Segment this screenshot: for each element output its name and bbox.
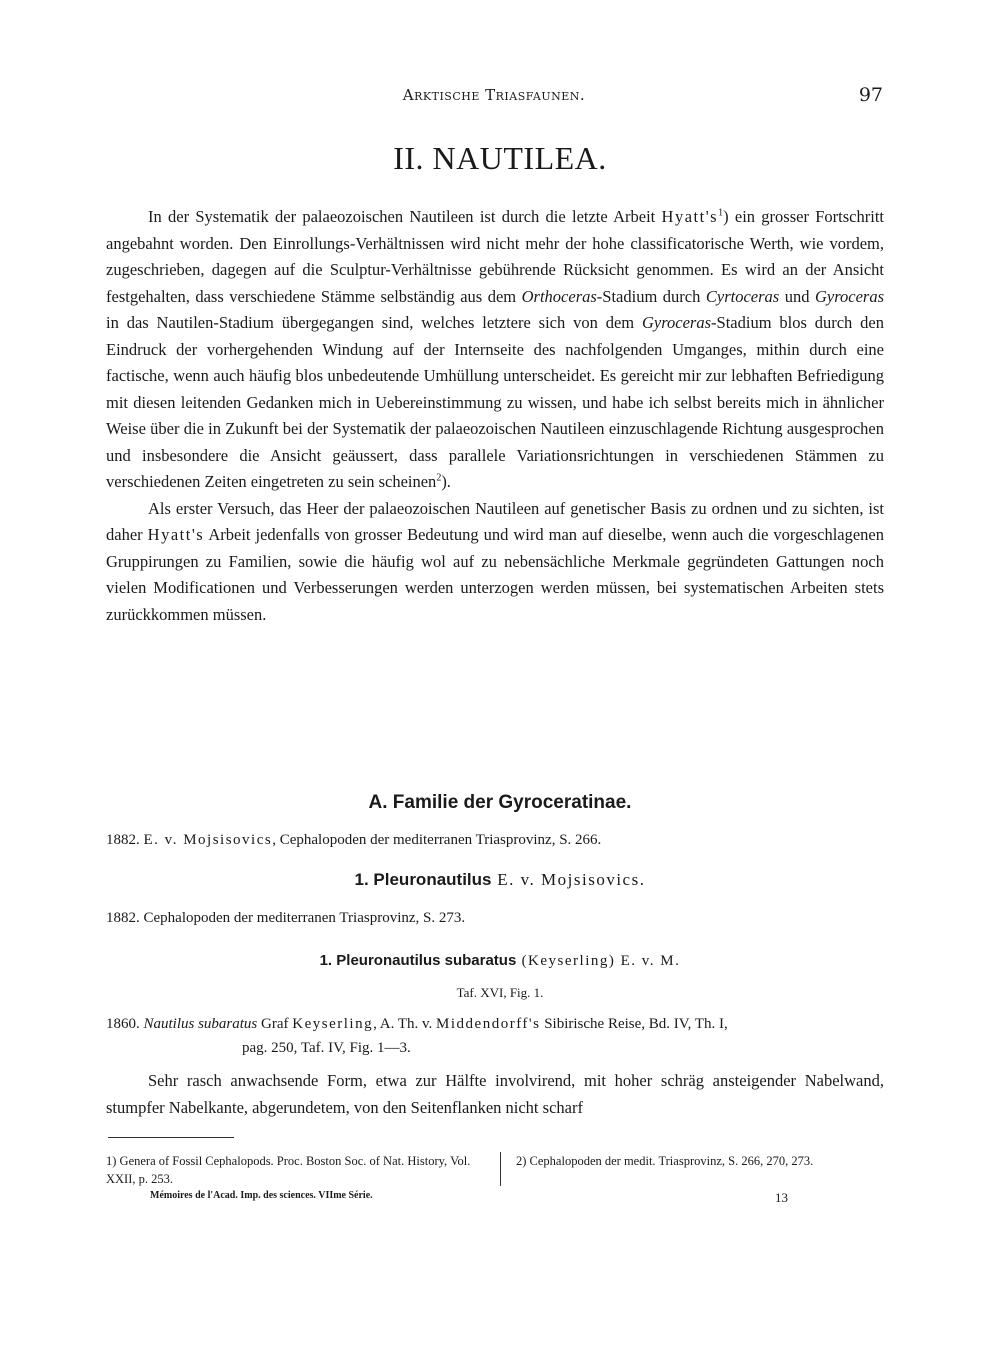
synonymy-line-2: pag. 250, Taf. IV, Fig. 1—3. (242, 1040, 411, 1056)
page-number: 97 (858, 84, 883, 106)
species-heading (0, 952, 1000, 970)
text-run: 1882. (106, 832, 144, 848)
text-run: , Cephalopoden der mediterranen Triasprovinz, S. 266. (272, 832, 602, 848)
paragraph-1 (106, 204, 884, 496)
description-paragraph: Sehr rasch anwachsende Form, etwa zur Hälfte involvirend, mit hoher schräg ansteigender Nabelwand, stumpfer Nabelkante, abgerundetem, von den Seitenflanken nicht scharf (106, 1071, 884, 1117)
genus-title: 1. Pleuronautilus (354, 870, 492, 889)
family-reference (106, 832, 884, 849)
signature-mark: 13 (775, 1190, 788, 1205)
text-run: ) ein grosser Fortschritt angebahnt worden. Den Einrollungs-Verhältnissen wird nicht mehr der hohe classificatorische Werth, wie vordem, zugeschrieben, dagegen auf die Sculptur-Verhältnisse gebührende Rücksicht genommen. Es wird an der Ansicht festgehalten, dass verschiedene Stämme selbständig aus dem (106, 207, 884, 306)
text-run: Sibirische Reise, Bd. IV, Th. I, (540, 1016, 728, 1032)
text-run: ). (441, 472, 451, 491)
section-title: II. NAUTILEA. (393, 140, 607, 176)
footnote-2: 2) Cephalopoden der medit. Triasprovinz, S. 266, 270, 273. (516, 1154, 814, 1168)
genus-heading (0, 870, 1000, 890)
footnote-marker: 1 (718, 207, 724, 219)
text-run: 1860. (106, 1016, 144, 1032)
species-title: 1. Pleuronautilus subaratus (319, 952, 517, 969)
text-run: Graf (257, 1016, 293, 1032)
genus-name: Orthoceras (521, 286, 597, 306)
text-run: -Stadium blos durch den Eindruck der vorhergehenden Windung auf der Internseite des nachfolgenden Umganges, mithin durch eine factische, wenn auch häufig blos unbedeutende Umhüllung unterscheidet. Es gereicht mir zur lebhaften Befriedigung mit diesen leitenden Gedanken mich in Uebereinstimmung zu wissen, und habe ich selbst bereits mich in ähnlicher Weise über die in Zukunft bei der Systematik der palaeozoischen Nautileen einzuschlagende Richtung ausgesprochen und insbesondere die Ansicht geäussert, dass parallele Variationsrichtungen in verschiedenen Stämmen zu verschiedenen Zeiten eingetreten zu sein scheinen (106, 313, 884, 491)
running-head (105, 86, 883, 112)
intro-text (106, 204, 884, 628)
genus-author: E. v. Mojsisovics. (491, 870, 646, 889)
imprint: Mémoires de l'Acad. Imp. des sciences. VIIme Série. (150, 1190, 373, 1201)
author-name: Keyserling (292, 1016, 374, 1032)
text-run: Arbeit jedenfalls von grosser Bedeutung und wird man auf dieselbe, wenn auch die vorgeschlagenen Gruppirungen zu Familien, sowie die häufig wol auf zu nebensächliche Merkmale gegründeten Gattungen noch vielen Modificationen und Verbesserungen werden unterzogen werden müssen, bei systematischen Arbeiten stets zurückkommen müssen. (106, 525, 884, 624)
author-name: Hyatt's (661, 207, 719, 226)
text-run: , A. Th. v. (373, 1016, 437, 1032)
text-run: in das Nautilen-Stadium übergegangen sind, welches letztere sich von dem (106, 313, 642, 332)
footnote-rule (108, 1137, 234, 1138)
author-name: Middendorff's (436, 1016, 541, 1032)
genus-reference: 1882. Cephalopoden der mediterranen Triasprovinz, S. 273. (106, 910, 466, 926)
species-author: (Keyserling) E. v. M. (516, 953, 681, 969)
author-name: Hyatt's (147, 525, 205, 544)
species-name: Nautilus subaratus (143, 1016, 258, 1032)
author-name: E. v. Mojsisovics (143, 832, 273, 848)
text-run: und (779, 286, 815, 306)
paragraph-2 (106, 496, 884, 629)
synonymy-line-1 (106, 1012, 884, 1036)
synonymy-entry (106, 1012, 884, 1060)
genus-name: Gyroceras (814, 286, 885, 306)
footnote-1: 1) Genera of Fossil Cephalopods. Proc. Boston Soc. of Nat. History, Vol. XXII, p. 253. (106, 1152, 501, 1186)
text-run: In der Systematik der palaeozoischen Nautileen ist durch die letzte Arbeit (148, 207, 662, 226)
running-title: Arktische Triasfaunen. (402, 86, 586, 104)
genus-name: Cyrtoceras (705, 286, 780, 306)
genus-name: Gyroceras (641, 313, 712, 332)
text-run: -Stadium durch (596, 286, 706, 306)
species-description (106, 1068, 884, 1121)
family-heading: A. Familie der Gyroceratinae. (368, 792, 632, 813)
footnote-marker: 2 (436, 472, 442, 484)
plate-reference: Taf. XVI, Fig. 1. (456, 985, 544, 1000)
text-run: Als erster Versuch, das Heer der palaeozoischen Nautileen auf genetischer Basis zu ordnen und zu sichten, ist daher (106, 498, 884, 544)
